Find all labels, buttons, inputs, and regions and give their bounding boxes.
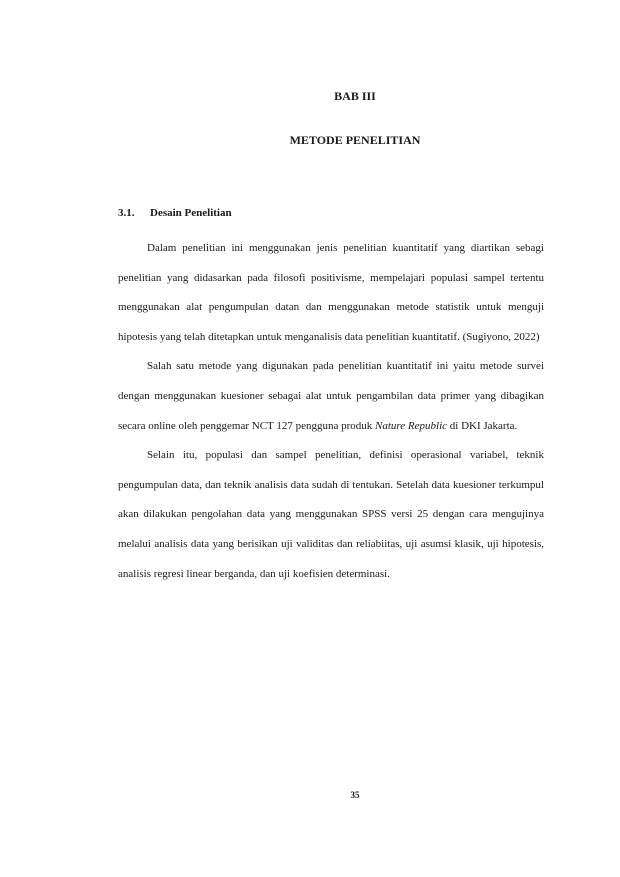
chapter-label: BAB III (334, 89, 376, 103)
chapter-title: METODE PENELITIAN (289, 133, 421, 147)
paragraph-2 (118, 352, 544, 441)
page-number: 35 (350, 790, 360, 800)
body-text (118, 234, 544, 589)
paragraph-3: Selain itu, populasi dan sampel penelitian, definisi operasional variabel, teknik pengumpulan data, dan teknik analisis data sudah di tentukan. Setelah data kuesioner terkumpul akan dilakukan pengolahan data yang menggunakan SPSS versi 25 dengan cara mengujinya melalui analisis data yang berisikan uji validitas dan reliabiitas, uji asumsi klasik, uji hipotesis, analisis regresi linear berganda, dan uji koefisien determinasi. (118, 449, 544, 580)
paragraph-2-text-start: Salah satu metode yang digunakan pada penelitian kuantitatif ini yaitu metode survei dengan menggunakan kuesioner sebagai alat untuk pengambilan data primer yang dibagikan secara online oleh penggemar NCT 127 pengguna produk (118, 360, 544, 432)
brand-name: Nature Republic (375, 419, 448, 432)
section-number: 3.1. (118, 207, 135, 219)
section-heading (118, 207, 232, 219)
section-title: Desain Penelitian (150, 207, 232, 219)
paragraph-1: Dalam penelitian ini menggunakan jenis penelitian kuantitatif yang diartikan sebagi penelitian yang didasarkan pada filosofi positivisme, mempelajari populasi sampel tertentu menggunakan alat pengumpulan datan dan menggunakan metode statistik untuk menguji hipotesis yang telah ditetapkan untuk menganalisis data penelitian kuantitatif. (Sugiyono, 2022) (118, 242, 544, 343)
paragraph-2-text-end: di DKI Jakarta. (447, 419, 518, 432)
